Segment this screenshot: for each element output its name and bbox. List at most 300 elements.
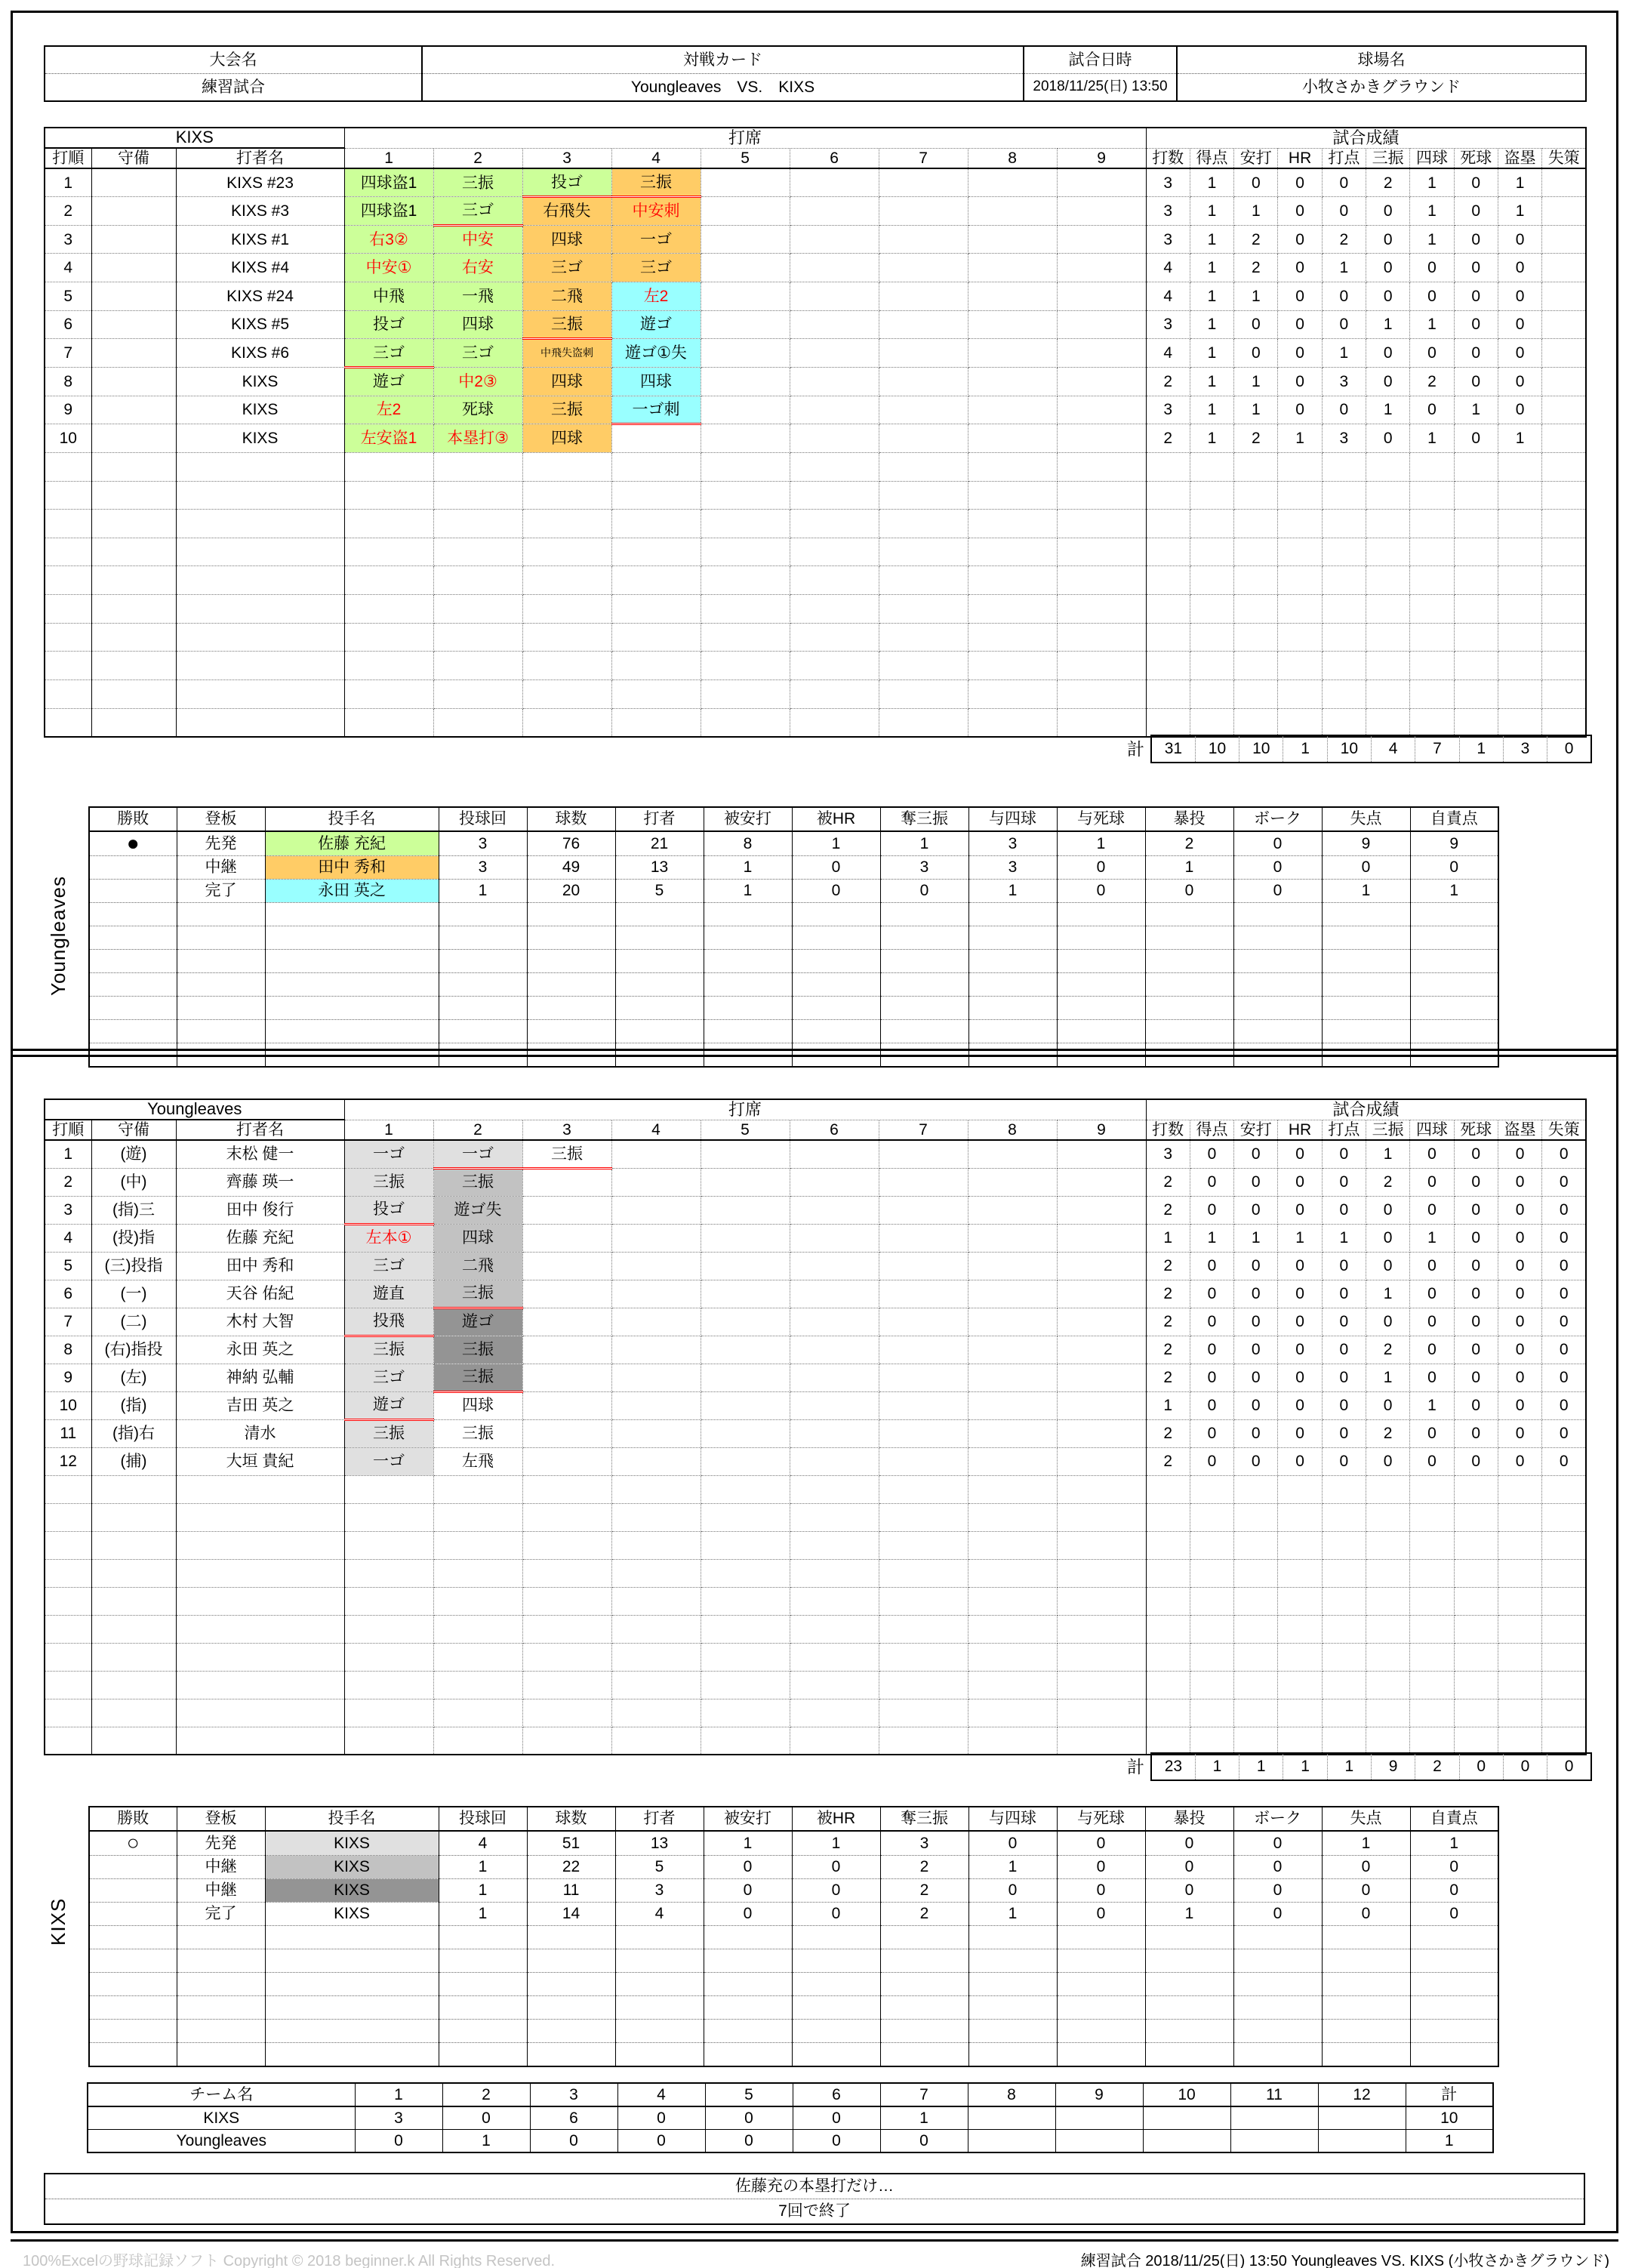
pitching-col-header: 登板 [177,1807,265,1831]
stat-cell: 0 [1366,282,1410,311]
stat-cell [1498,452,1541,481]
pitcher-row [89,831,1498,855]
batter-name-cell: 田中 秀和 [176,1252,344,1280]
stat-cell [1366,1503,1410,1531]
line-score-inning-cell [968,2106,1055,2130]
stat-cell [1410,1699,1454,1727]
kixs-batting-totals [1060,735,1592,763]
at-bat-cell: 一ゴ刺 [611,396,701,424]
position-cell [91,452,176,481]
stat-cell: 0 [1498,1447,1541,1475]
at-bat-cell [790,310,879,339]
pitching-stat-cell [1322,2019,1410,2042]
pitching-stat-cell [615,1949,704,1972]
at-bat-cell [522,1447,611,1475]
pitching-stat-cell [1233,2042,1322,2066]
at-bat-cell: 三振 [522,310,611,339]
at-bat-cell [879,1643,968,1671]
batter-name-cell: KIXS [176,424,344,453]
at-bat-cell [611,1252,701,1280]
pitching-col-header: 投手名 [265,807,439,831]
pitching-stat-cell [1410,1972,1498,1995]
pitching-stat-cell: 2 [880,1878,968,1902]
pitching-stat-cell [1233,1043,1322,1067]
stat-cell [1542,1475,1586,1503]
pitcher-name-cell: KIXS [265,1878,439,1902]
at-bat-cell [611,510,701,538]
pitching-col-header: 失点 [1322,1807,1410,1831]
at-bat-cell [611,481,701,510]
stat-cell: 3 [1322,424,1366,453]
pitching-stat-cell [615,1995,704,2019]
at-bat-cell [879,339,968,368]
line-score-inning-cell: 3 [355,2106,442,2130]
win-loss-cell [89,1949,177,1972]
pitching-stat-cell [1322,1972,1410,1995]
at-bat-cell [879,1671,968,1699]
position-cell: (中) [91,1168,176,1196]
order-cell: 6 [45,310,91,339]
at-bat-cell: 三振 [433,1168,522,1196]
stat-cell: 0 [1454,1336,1498,1364]
pitching-stat-cell: 0 [968,1878,1057,1902]
pitching-stat-cell [1410,949,1498,972]
pitching-col-header: 投球回 [439,807,527,831]
stat-cell: 0 [1278,1168,1322,1196]
pitching-stat-cell: 0 [1322,855,1410,879]
line-score-inning-cell: 0 [617,2106,705,2130]
stat-cell [1542,1531,1586,1559]
pitcher-row [89,1831,1498,1855]
stat-cell: 1 [1278,1224,1322,1252]
at-bat-cell [522,1671,611,1699]
stat-cell: 0 [1410,254,1454,282]
pitching-stat-cell: 0 [1322,1855,1410,1878]
at-bat-cell [344,1699,433,1727]
at-bat-cell: 遊ゴ①失 [611,339,701,368]
stat-cell [1410,538,1454,566]
at-bat-cell [968,254,1057,282]
at-bat-cell [344,1643,433,1671]
pitching-stat-cell [968,1925,1057,1949]
at-bat-cell [790,623,879,652]
pitching-stat-cell [1233,1949,1322,1972]
stat-cell [1190,595,1233,624]
order-cell [45,538,91,566]
at-bat-cell [879,1615,968,1643]
at-bat-cell [790,1391,879,1419]
stat-cell: 3 [1322,367,1366,396]
stat-cell [1498,538,1541,566]
stat-cell [1366,452,1410,481]
at-bat-cell [879,1447,968,1475]
pitching-col-header: 暴投 [1145,1807,1233,1831]
stat-header: 盗塁 [1498,148,1541,168]
pitching-stat-cell: 0 [1145,1831,1233,1855]
stat-cell: 0 [1322,1336,1366,1364]
datetime-value: 2018/11/25(日) 13:50 [1024,74,1177,102]
stat-cell: 0 [1234,339,1278,368]
batter-row [45,1364,1586,1391]
stat-cell [1146,1699,1190,1727]
at-bat-cell [344,566,433,595]
stat-cell: 0 [1542,1364,1586,1391]
at-bat-cell [611,1503,701,1531]
stat-cell: 0 [1410,1140,1454,1168]
at-bat-cell [1057,652,1146,680]
stat-cell [1454,481,1498,510]
stat-cell: 1 [1190,1224,1233,1252]
stat-cell [1366,1475,1410,1503]
batter-row [45,1252,1586,1280]
at-bat-cell: 三振 [344,1419,433,1447]
line-score-inning-cell: 1 [442,2130,530,2153]
stat-cell: 0 [1322,1168,1366,1196]
batter-name-cell: KIXS #3 [176,197,344,226]
stat-cell [1190,708,1233,737]
stat-cell: 0 [1278,1336,1322,1364]
empty-batter-row [45,566,1586,595]
pitching-role-cell [177,972,265,996]
pitching-col-header: 被安打 [704,1807,792,1831]
stat-cell: 1 [1278,424,1322,453]
stat-cell: 0 [1542,1252,1586,1280]
pitching-stat-cell [615,949,704,972]
at-bat-cell [522,1531,611,1559]
stat-cell: 0 [1498,367,1541,396]
pitching-col-header: 奪三振 [880,1807,968,1831]
stat-cell: 0 [1366,254,1410,282]
pitching-stat-cell: 13 [615,1831,704,1855]
pitching-stat-cell [1145,996,1233,1019]
at-bat-cell [879,282,968,311]
at-bat-cell [1057,424,1146,453]
pitching-stat-cell [704,926,792,949]
at-bat-cell: 三ゴ [433,339,522,368]
pitching-stat-cell [1233,2019,1322,2042]
stat-cell: 1 [1190,367,1233,396]
venue-label: 球場名 [1177,46,1586,74]
at-bat-cell [433,1559,522,1587]
order-cell [45,1475,91,1503]
position-cell: (二) [91,1308,176,1336]
stat-cell [1278,1587,1322,1615]
stat-cell [1278,595,1322,624]
stat-cell [1410,652,1454,680]
pitching-stat-cell [968,972,1057,996]
pitching-stat-cell [527,949,615,972]
at-bat-cell: 四球 [433,310,522,339]
at-bat-cell: 二飛 [433,1252,522,1280]
stat-cell [1454,708,1498,737]
stat-cell: 1 [1498,424,1541,453]
at-bat-cell [344,1531,433,1559]
at-bat-cell [522,1252,611,1280]
line-score-col-header: 7 [880,2083,968,2106]
line-score-col-header: 6 [793,2083,880,2106]
memo-box [44,2173,1585,2225]
stat-cell [1190,1559,1233,1587]
pitching-stat-cell [1322,1019,1410,1043]
stat-cell: 0 [1322,1196,1366,1224]
at-bat-cell: 遊ゴ [344,1391,433,1419]
game-info-values [45,74,1586,102]
batter-name-cell [176,1727,344,1755]
stat-cell: 0 [1542,1308,1586,1336]
pitching-stat-cell [439,1949,527,1972]
stat-cell: 0 [1234,1140,1278,1168]
stat-cell: 0 [1278,310,1322,339]
pitching-role-cell [177,996,265,1019]
stat-cell [1146,623,1190,652]
stat-cell: 3 [1146,1140,1190,1168]
stat-cell: 1 [1366,396,1410,424]
at-bat-cell [879,538,968,566]
stat-cell [1146,652,1190,680]
batter-row [45,1168,1586,1196]
pitching-col-header: 与四球 [968,807,1057,831]
stat-cell: 0 [1454,367,1498,396]
total-stat-cell: 4 [1371,735,1415,763]
at-bat-cell [879,254,968,282]
pitcher-name-cell [265,1043,439,1067]
at-bat-cell [968,1671,1057,1699]
position-cell [91,168,176,197]
pitching-stat-cell: 3 [615,1878,704,1902]
pitching-stat-cell: 11 [527,1878,615,1902]
pitching-stat-cell: 1 [1410,879,1498,902]
stat-cell: 0 [1410,282,1454,311]
stat-cell [1542,1671,1586,1699]
stat-cell [1322,1531,1366,1559]
line-score-inning-cell: 1 [880,2106,968,2130]
at-bat-cell [701,1336,790,1364]
at-bat-cell [1057,1336,1146,1364]
stat-cell [1542,708,1586,737]
stat-cell [1278,652,1322,680]
pitching-stat-cell [439,926,527,949]
stat-cell: 0 [1278,282,1322,311]
stat-cell [1454,452,1498,481]
win-loss-cell [89,1855,177,1878]
stat-cell: 0 [1454,225,1498,254]
at-bat-cell [433,1643,522,1671]
stat-cell [1454,652,1498,680]
pitching-stat-cell [1233,1925,1322,1949]
pitching-col-header: ボーク [1233,807,1322,831]
at-bat-cell [879,1391,968,1419]
team-name-cell: KIXS [45,128,344,148]
at-bat-cell [968,538,1057,566]
at-bat-cell [522,680,611,709]
stat-cell [1542,1643,1586,1671]
pitching-stat-cell: 0 [792,1855,880,1878]
stat-header: 安打 [1234,148,1278,168]
stat-cell [1498,1503,1541,1531]
at-bat-cell [790,367,879,396]
pitching-stat-cell: 0 [880,879,968,902]
stat-cell [1542,652,1586,680]
stat-header: HR [1278,148,1322,168]
at-bat-cell: 投ゴ [522,168,611,197]
pitching-stat-cell: 51 [527,1831,615,1855]
pitching-stat-cell [1145,949,1233,972]
at-bat-cell [1057,1447,1146,1475]
stat-cell: 2 [1146,1196,1190,1224]
stat-cell: 0 [1410,396,1454,424]
pitching-stat-cell [792,1949,880,1972]
at-bat-cell: 四球盗1 [344,197,433,226]
order-cell: 1 [45,1140,91,1168]
position-cell [91,538,176,566]
position-cell [91,652,176,680]
stat-cell: 1 [1410,197,1454,226]
batter-row [45,1447,1586,1475]
inning-header: 8 [968,148,1057,168]
pitching-stat-cell: 76 [527,831,615,855]
at-bat-cell [968,1531,1057,1559]
position-cell [91,1615,176,1643]
line-score-col-header: 8 [968,2083,1055,2106]
total-stat-cell: 10 [1239,735,1283,763]
batter-row [45,367,1586,396]
stat-cell: 0 [1278,168,1322,197]
stat-cell: 0 [1234,1419,1278,1447]
at-bat-cell [522,1643,611,1671]
pitching-stat-cell [792,902,880,926]
stat-cell: 0 [1278,1280,1322,1308]
pitching-stat-cell [880,1043,968,1067]
batter-name-cell: KIXS #23 [176,168,344,197]
pitcher-name-cell [265,1019,439,1043]
line-score-row [88,2106,1493,2130]
stat-cell [1542,680,1586,709]
stat-cell [1366,1559,1410,1587]
at-bat-cell [433,538,522,566]
batter-name-header: 打者名 [176,148,344,168]
stat-cell: 1 [1366,1364,1410,1391]
pitching-stat-cell [1322,902,1410,926]
stat-cell: 3 [1146,225,1190,254]
batter-row [45,1308,1586,1336]
pitching-col-header: 勝敗 [89,807,177,831]
at-bat-cell: 四球 [522,424,611,453]
stat-cell [1454,538,1498,566]
pitching-stat-cell: 0 [1057,879,1145,902]
stat-header: 打数 [1146,1120,1190,1140]
at-bat-cell [344,1727,433,1755]
empty-batter-row [45,1559,1586,1587]
at-bat-cell: 三振 [522,396,611,424]
at-bat-cell [790,1643,879,1671]
stat-cell: 0 [1454,254,1498,282]
inning-header: 7 [879,148,968,168]
stat-cell: 0 [1454,424,1498,453]
at-bat-cell: 四球 [433,1224,522,1252]
at-bat-cell [344,1671,433,1699]
empty-batter-row [45,1671,1586,1699]
pitcher-name-cell [265,996,439,1019]
at-bat-cell [790,708,879,737]
stat-header: 打点 [1322,1120,1366,1140]
position-cell [91,1559,176,1587]
at-bat-cell [701,708,790,737]
at-bat-cell: 投飛 [344,1308,433,1336]
at-bat-cell: 遊直 [344,1280,433,1308]
inning-header: 6 [790,148,879,168]
stat-cell: 2 [1146,1336,1190,1364]
at-bat-cell [790,396,879,424]
at-bat-cell: 一ゴ [433,1140,522,1168]
pitching-stat-cell [1145,926,1233,949]
stat-cell [1410,1643,1454,1671]
stat-header: 失策 [1542,1120,1586,1140]
at-bat-cell [611,1391,701,1419]
batter-row [45,1391,1586,1419]
pitching-stat-cell: 2 [880,1902,968,1925]
pitching-stat-cell [439,902,527,926]
order-cell [45,1727,91,1755]
stat-cell: 0 [1278,1196,1322,1224]
stat-cell: 0 [1498,1336,1541,1364]
stat-cell [1234,1503,1278,1531]
pitching-role-cell: 先発 [177,831,265,855]
stat-cell [1542,1727,1586,1755]
pitching-stat-cell: 1 [704,1831,792,1855]
pitcher-row [89,1878,1498,1902]
pitching-stat-cell [968,1972,1057,1995]
pitcher-name-cell: KIXS [265,1831,439,1855]
line-score-inning-cell [1143,2106,1230,2130]
stat-cell: 0 [1454,1280,1498,1308]
pitching-stat-cell [1057,902,1145,926]
stat-cell [1146,1503,1190,1531]
stat-cell [1190,1475,1233,1503]
at-bat-cell [344,1559,433,1587]
inning-header: 1 [344,1120,433,1140]
stat-cell [1454,1615,1498,1643]
at-bat-cell: 遊ゴ [344,367,433,396]
batter-name-cell [176,1587,344,1615]
inning-header: 5 [701,1120,790,1140]
at-bat-cell: 三ゴ [522,254,611,282]
stat-cell [1410,1503,1454,1531]
at-bat-cell: 四球 [611,367,701,396]
pitching-stat-cell: 0 [704,1855,792,1878]
at-bat-cell: 遊ゴ失 [433,1196,522,1224]
pitching-stat-cell: 0 [1410,1855,1498,1878]
total-stat-cell: 23 [1151,1753,1195,1780]
pitching-stat-cell: 5 [615,1855,704,1878]
pitching-stat-cell [704,996,792,1019]
pitching-col-header: 球数 [527,807,615,831]
inning-header: 3 [522,148,611,168]
batter-row [45,1336,1586,1364]
at-bat-cell [968,1224,1057,1252]
pitching-stat-cell [1322,1949,1410,1972]
stat-cell: 0 [1498,310,1541,339]
order-cell [45,510,91,538]
at-bat-cell [701,1140,790,1168]
stat-cell: 0 [1498,254,1541,282]
batter-name-cell: 神納 弘輔 [176,1364,344,1391]
win-loss-cell [89,1925,177,1949]
stat-cell: 0 [1366,367,1410,396]
pitching-stat-cell: 49 [527,855,615,879]
card-label: 対戦カード [422,46,1024,74]
pitching-stat-cell [792,926,880,949]
stat-cell: 0 [1322,282,1366,311]
